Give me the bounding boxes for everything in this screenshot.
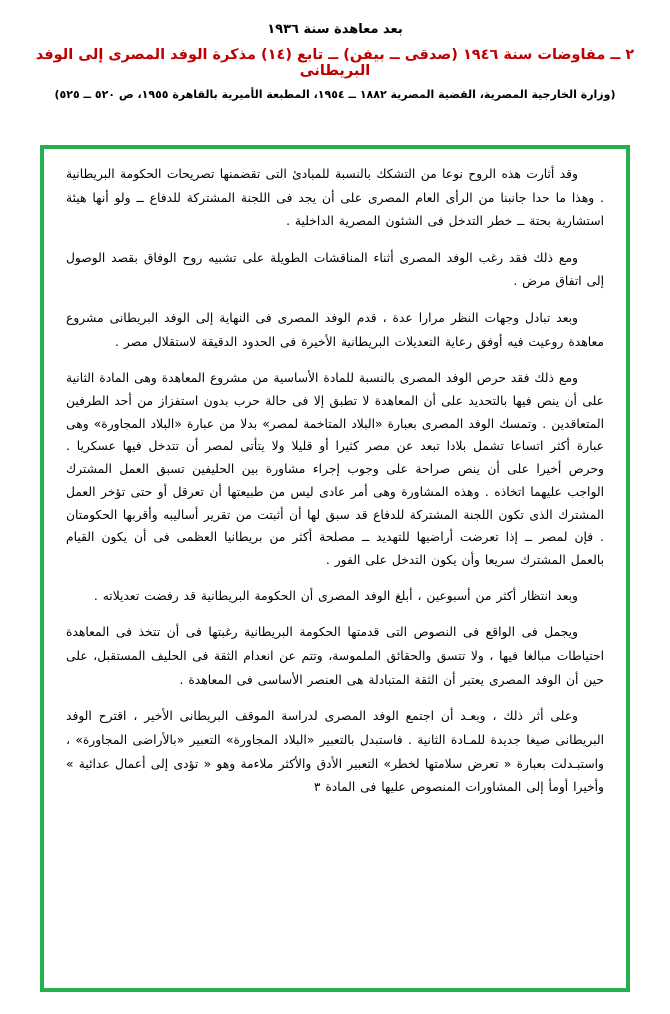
body-paragraph: وقد أثارت هذه الروح نوعا من التشكك بالنسبة للمبادئ التى تقضمنها تصريحات الحكومة البريطانية . وهذا ما حدا جانبنا من الرأى العام المصرى على أن يجد فى اللجنة المشتركة للدفاع ــ ولو أنها هيئة استشارية بحتة ــ خطر التدخل فى الشئون المصرية الداخلية . [66, 167, 604, 229]
body-paragraph: وبعد انتظار أكثر من أسبوعين ، أبلغ الوفد المصرى أن الحكومة البريطانية قد رفضت تعديلاته . [93, 588, 578, 603]
document-header [24, 22, 646, 101]
body-paragraph: وعلى أثر ذلك ، وبعـد أن اجتمع الوفد المصرى لدراسة الموقف البريطانى الأخير ، اقترح الوفد البريطانى صيغا جديدة للمـادة الثانية . فاستبدل بالتعبير «البلاد المجاورة» التعبير «بالأراضى المجاورة» ، واستبـدلت بعبارة « تعرض سلامتها لخطر» التعبير الأدق والأكثر ملاءمة وهو « تؤدى إلى أعمال عدائية » وأخيرا أومأ إلى المشاورات المنصوص عليها فى المادة ٣ [66, 709, 604, 795]
document-body [44, 149, 626, 810]
body-paragraph: ومع ذلك فقد حرص الوفد المصرى بالنسبة للمادة الأساسية من مشروع المعاهدة وهى المادة الثانية على أن ينص فيها بالتحديد على أن المعاهدة لا تطبق إلا فى حالة حرب بدون استفزاز من أحد الطرفين المتعاقدين . وتمسك الوفد المصرى بعبارة «البلاد المتاخمة لمصر» بدلا من عبارة «البلاد المجاورة» وهى عبارة أكثر اتساعا تشمل بلادا تبعد عن مصر كثيرا أو قليلا ولا يتأتى لمصر أن تتدخل فيها عسكريا . وحرص أخيرا على أن ينص صراحة على وجوب إجراء مشاورة بين الحليفين تسبق العمل المشترك الواجب عليهما اتخاذه . وهذه المشاورة وهى أمر عادى ليس من طبيعتها أن تعرقل أو حتى تؤخر العمل المشترك الذى تكون اللجنة المشتركة للدفاع قد سبق لها أن أثبتت من تقرير أساليبه وأقربها الحكومتان . فإن لمصر ــ إذا تعرضت أراضيها للتهديد ــ مصلحة أكثر من بريطانيا العظمى فى أن يكون القيام بالعمل المشترك سريعا وأن يكون التدخل على الفور . [66, 371, 604, 568]
header-title: بعد معاهدة سنة ١٩٣٦ [267, 22, 403, 37]
body-paragraph: ومع ذلك فقد رغب الوفد المصرى أثناء المناقشات الطويلة على تشبيه روح الوفاق بقصد الوصول إلى اتفاق مرض . [66, 250, 604, 289]
body-paragraph: ويجمل فى الواقع فى النصوص التى قدمتها الحكومة البريطانية رغبتها فى أن تتخذ فى المعاهدة احتياطات مبالغا فيها ، ولا تتسق والحقائق الملموسة، وتتم عن انعدام الثقة فى الحليف المستقبل، على حين أن الوفد المصرى يعتبر أن الثقة المتبادلة هى العنصر الأساسى فى المعاهدة . [66, 625, 604, 687]
body-paragraph: وبعد تبادل وجهات النظر مرارا عدة ، قدم الوفد المصرى فى النهاية إلى الوفد البريطانى مشروع معاهدة روعيت فيه أوفق رعاية التعديلات البريطانية الأخيرة فى الحدود الدقيقة لاستقلال مصر . [66, 311, 604, 349]
bordered-text-frame [40, 145, 630, 992]
header-subtitle: ٢ ــ مفاوضات سنة ١٩٤٦ (صدقى ــ بيفن) ــ تابع (١٤) مذكرة الوفد المصرى إلى الوفد البريطانى [35, 47, 635, 79]
header-source-citation: (وزارة الخارجية المصرية، القضية المصرية ١٨٨٢ ــ ١٩٥٤، المطبعة الأميرية بالقاهرة ١٩٥٥، ص ٥٢٠ ــ ٥٢٥) [54, 88, 616, 101]
